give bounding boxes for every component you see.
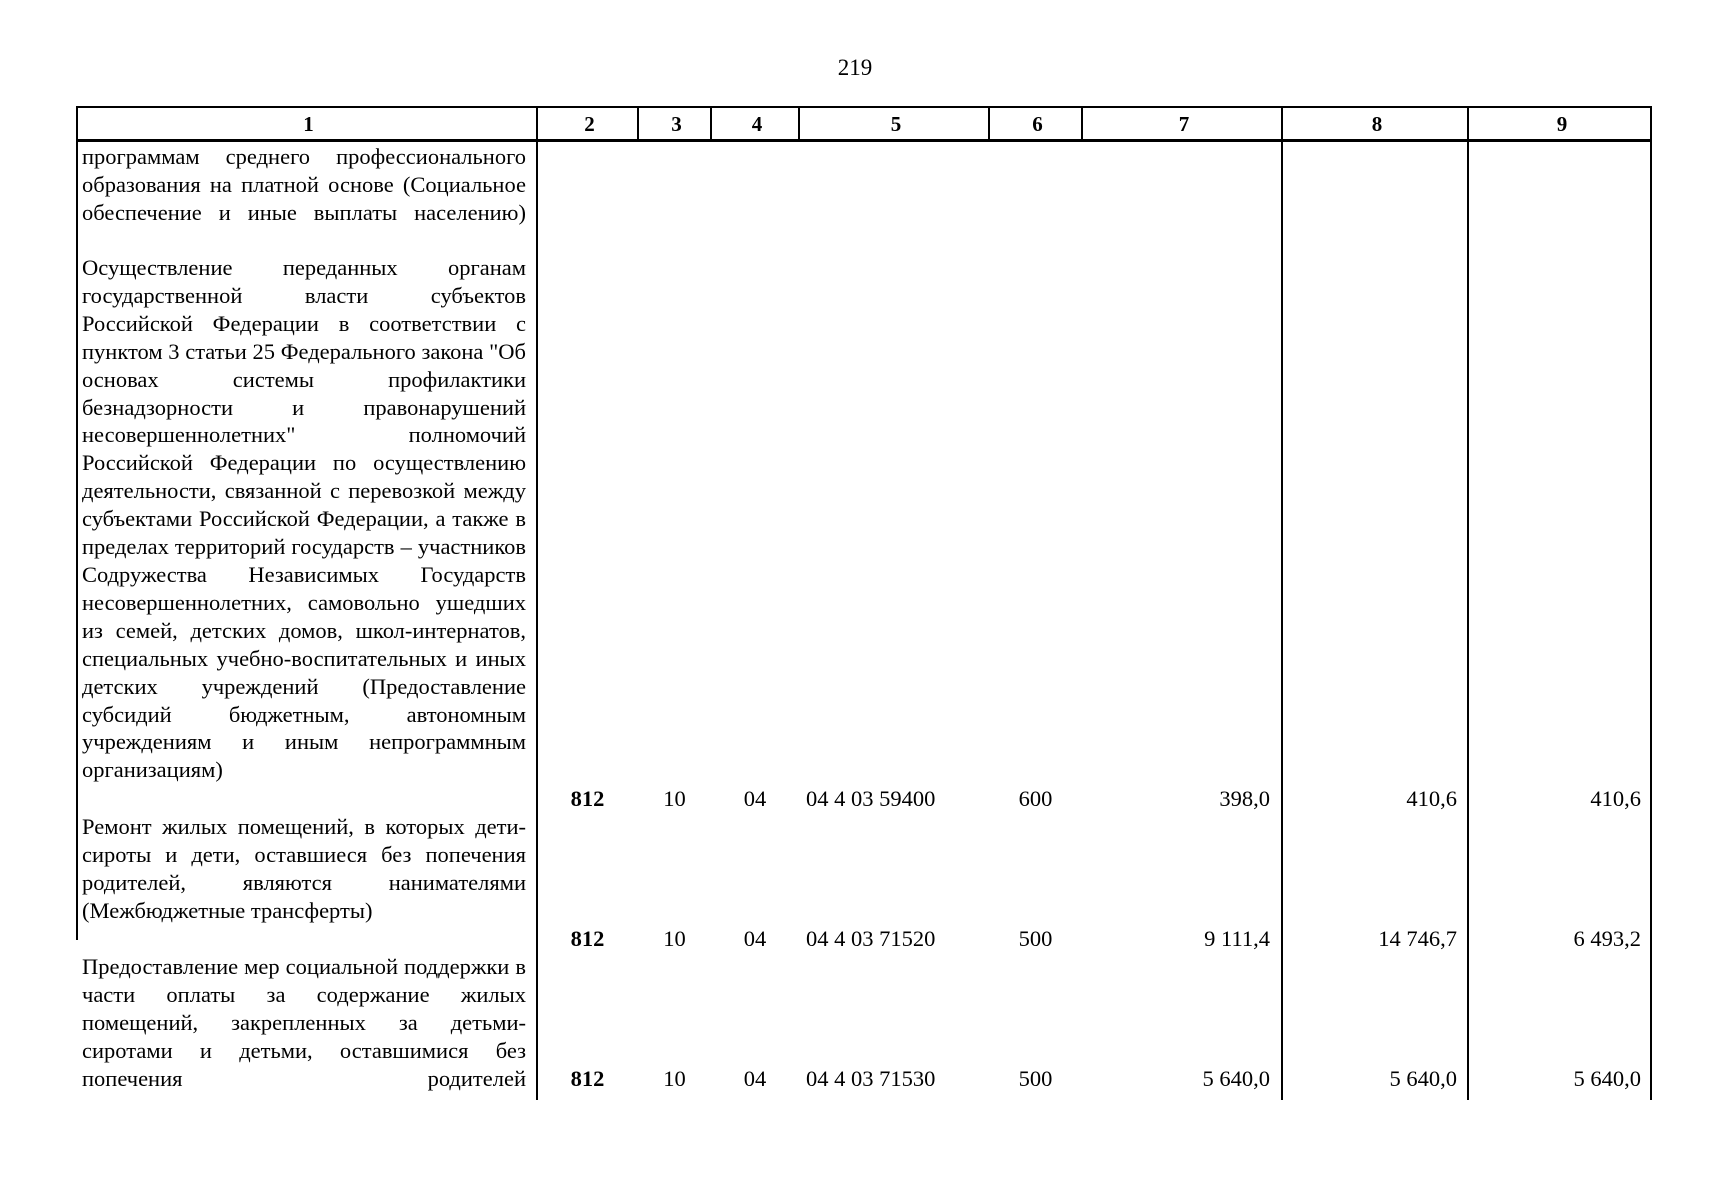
table-cell-col-5: 04 4 03 71530 bbox=[806, 1066, 936, 1091]
header-col-6: 6 bbox=[1032, 112, 1043, 136]
table-cell-col-7: 9 111,4 bbox=[1204, 926, 1270, 951]
table-cell-col-3: 10 bbox=[663, 786, 686, 811]
header-col-7: 7 bbox=[1178, 112, 1190, 136]
header-divider bbox=[710, 106, 712, 142]
table-cell-col-3: 10 bbox=[663, 926, 686, 951]
table-cell-col-4: 04 bbox=[743, 1066, 767, 1091]
header-col-5: 5 bbox=[890, 112, 902, 136]
table-cell-col-4: 04 bbox=[743, 786, 767, 811]
table-row-text: программам среднего профессионального образования на платной основе (Социальное обеспечение и иные выплаты населению) bbox=[82, 144, 526, 225]
table-cell-col-6: 500 bbox=[1018, 1066, 1053, 1091]
header-divider bbox=[536, 106, 538, 142]
table-cell-col-2: 812 bbox=[570, 926, 605, 951]
table-cell-col-8: 5 640,0 bbox=[1389, 1066, 1457, 1091]
table-row-text: Предоставление мер социальной поддержки в части оплаты за содержание жилых помещений, закрепленных за детьми-сиротами и детьми, оставшимися без попечения родителей bbox=[82, 954, 526, 1091]
header-divider bbox=[798, 106, 800, 142]
table-cell-col-6: 500 bbox=[1018, 926, 1053, 951]
table-cell-col-7: 398,0 bbox=[1219, 786, 1270, 811]
header-col-1: 1 bbox=[303, 112, 314, 136]
table-cell-col-9: 6 493,2 bbox=[1573, 926, 1641, 951]
table-cell-col-8: 410,6 bbox=[1406, 786, 1457, 811]
table-row-text: Осуществление переданных органам государственной власти субъектов Российской Федерации в соответствии с пунктом 3 статьи 25 Федерального закона "Об основах системы профилактики безнадзорности и правонарушений несовершеннолетних" полномочий Российской Федерации по осуществлению деятельности, связанной с перевозкой между субъектами Российской Федерации, а также в пределах территорий государств – участников Содружества Независимых Государств несовершеннолетних, самовольно ушедших из семей, детских домов, школ-интернатов, специальных учебно-воспитательных и иных детских учреждений (Предоставление субсидий бюджетным, автономным учреждениям и иным непрограммным организациям) bbox=[82, 255, 526, 783]
table-cell-col-9: 410,6 bbox=[1590, 786, 1641, 811]
table-row-text: Ремонт жилых помещений, в которых дети-сироты и дети, оставшиеся без попечения родителей, являются нанимателями (Межбюджетные трансферты) bbox=[82, 814, 526, 923]
header-col-9: 9 bbox=[1556, 112, 1568, 136]
header-divider bbox=[988, 106, 990, 142]
header-divider bbox=[637, 106, 639, 142]
header-col-4: 4 bbox=[751, 112, 763, 136]
table-cell-col-4: 04 bbox=[743, 926, 767, 951]
table-right-border bbox=[1650, 106, 1652, 1100]
header-col-8: 8 bbox=[1371, 112, 1383, 136]
table-left-border bbox=[76, 140, 78, 940]
table-cell-col-7: 5 640,0 bbox=[1202, 1066, 1270, 1091]
table-cell-col-8: 14 746,7 bbox=[1378, 926, 1457, 951]
budget-table bbox=[76, 106, 1652, 1098]
page-number: 219 bbox=[837, 55, 873, 80]
column-divider bbox=[536, 140, 538, 1100]
table-cell-col-9: 5 640,0 bbox=[1573, 1066, 1641, 1091]
table-cell-col-2: 812 bbox=[570, 1066, 605, 1091]
table-cell-col-6: 600 bbox=[1018, 786, 1053, 811]
header-col-2: 2 bbox=[584, 112, 595, 136]
header-col-3: 3 bbox=[671, 112, 682, 136]
table-cell-col-5: 04 4 03 59400 bbox=[806, 786, 936, 811]
table-cell-col-2: 812 bbox=[570, 786, 605, 811]
header-divider bbox=[1081, 106, 1083, 142]
table-header-row bbox=[76, 106, 1652, 142]
table-cell-col-5: 04 4 03 71520 bbox=[806, 926, 936, 951]
table-cell-col-3: 10 bbox=[663, 1066, 686, 1091]
